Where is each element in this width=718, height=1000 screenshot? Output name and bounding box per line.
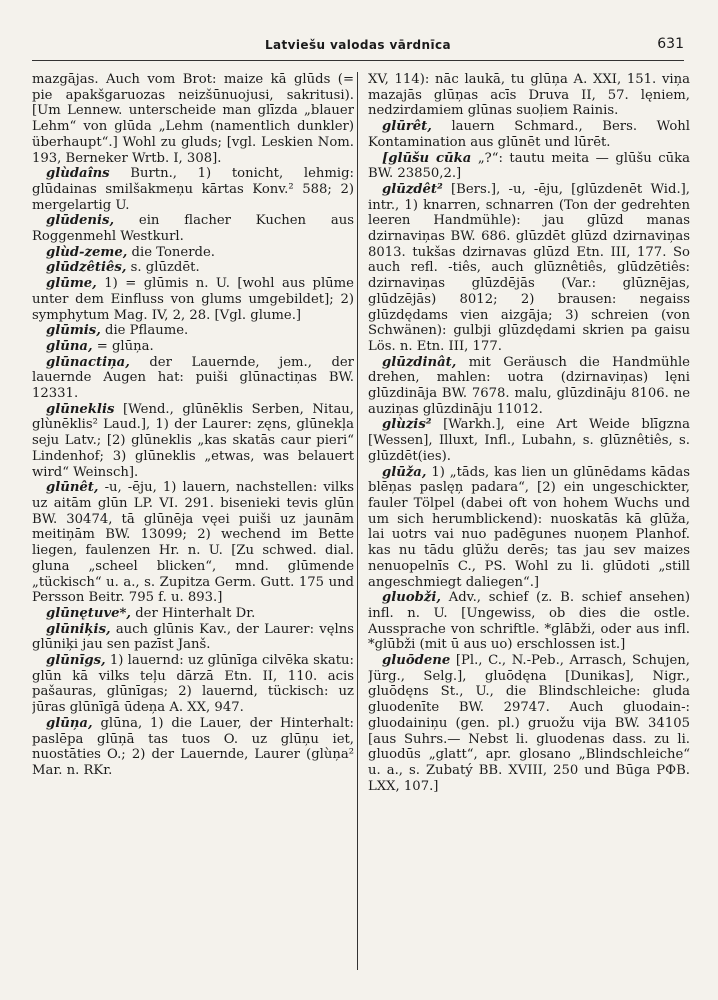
entry-headword: glūdzêtiês, bbox=[46, 260, 127, 276]
entry-headword: glùd-zeme, bbox=[46, 244, 128, 260]
column-divider bbox=[357, 72, 358, 970]
dictionary-entry bbox=[368, 182, 690, 355]
entry-text: auch glūnis Kav., der Laurer: vęlns glūniķi jau sen pazīst Janš. bbox=[32, 621, 354, 653]
dictionary-entry bbox=[368, 355, 690, 418]
entry-text: der Lauernde, jem., der lauernde Augen hat: puiši glūnactiņas BW. 12331. bbox=[32, 354, 354, 402]
dictionary-entry bbox=[368, 590, 690, 653]
dictionary-entry bbox=[32, 323, 354, 339]
entry-headword: glùdaîns bbox=[46, 166, 110, 182]
dictionary-entry bbox=[32, 276, 354, 323]
dictionary-entry bbox=[368, 119, 690, 150]
entry-text: [Bers.], -u, -ēju, [glūzdenēt Wid.], intr., 1) knarren, schnarren (Ton der gedrehten leeren Handmühle): jau glūzd manas dzirnaviņas BW. 686. glūzdēt glūzd dzirnaviņas 8013. tukšas dzirnavas glūzd Etn. III, 177. So auch refl. -tiês, auch glūznêtiês, glūdzētiês: dzirnaviņas glūzdējās (Var.: glūznējas, glūdzējās) 8012; 2) brausen: negaiss glūzdędams vien aizgāja; 3) schreien (von Schwänen): gulbji glūzdędami skrien pa gaisu Lös. n. Etn. III, 177. bbox=[368, 181, 690, 354]
entry-headword: glūņa, bbox=[46, 715, 93, 731]
entry-text: ein flacher Kuchen aus Roggenmehl Westkurl. bbox=[32, 213, 354, 245]
entry-text: lauern Schmard., Bers. Wohl Kontamination aus glūnēt und lūrēt. bbox=[368, 119, 690, 150]
entry-text: 1) lauernd: uz glūnīga cilvēka skatu: glūn kā vilks teļu dārzā Etn. II, 110. acis pašauras, glūnīgas; 2) lauernd, tückisch: uz jūras glūnīgā ūdeņa A. XX, 947. bbox=[32, 653, 354, 716]
page-header bbox=[32, 34, 684, 61]
entry-text: 1) = glūmis n. U. [wohl aus plūme unter dem Einfluss von glums umgebildet]; 2) symphytum Mag. IV, 2, 28. [Vgl. glume.] bbox=[32, 276, 354, 323]
entry-headword: gluobži, bbox=[382, 590, 441, 606]
entry-headword: [glūšu cūka bbox=[382, 150, 472, 166]
dictionary-entry bbox=[368, 72, 690, 119]
dictionary-entry bbox=[32, 260, 354, 276]
entry-text: 1) „tāds, kas lien un glūnēdams kādas blēņas paslęņ padara“, [2) ein ungeschickter, fauler Tölpel (dabei oft von hohem Wuchs und um sich herumblickend): nuoskatās kā glūža, lai uotrs vai nuo padēgunes nuoņem Planhof. kas nu tādu glūžu derēs; tas jau sev maizes nenuopelnīs C., PS. Wohl zu li. glūdoti „still angeschmiegt daliegen“.] bbox=[368, 464, 690, 590]
entry-headword: glūmis, bbox=[46, 323, 101, 339]
entry-text: glūna, 1) die Lauer, der Hinterhalt: paslēpa glūņā tas tuos O. uz glūņu iet, nuostāties O.; 2) der Lauernde, Laurer (glùņa² Mar. n. RKr. bbox=[32, 715, 354, 778]
entry-text: „?“: tautu meita — glūšu cūka BW. 23850,2.] bbox=[368, 150, 690, 182]
entry-text: [Wend., glūnēklis Serben, Nitau, glùnēklis² Laud.], 1) der Laurer: zęns, glūnekļa seju Latv.; [2) glūneklis „kas skatās caur pieri“ Lindenhof; 3) glūneklis „etwas, was belauert wird“ Weinsch]. bbox=[32, 401, 354, 480]
entry-headword: glūnīgs, bbox=[46, 653, 106, 669]
entry-headword: glūme, bbox=[46, 276, 97, 292]
running-head: Latviešu valodas vārdnīca bbox=[265, 38, 451, 52]
entry-headword: glūna, bbox=[46, 338, 93, 354]
right-column bbox=[368, 72, 690, 982]
dictionary-entry bbox=[368, 151, 690, 182]
dictionary-entry bbox=[32, 653, 354, 716]
entry-text: [Warkh.], eine Art Weide blīgzna [Wessen], Illuxt, Infl., Lubahn, s. glūznêtiês, s. glūzdēt(ies). bbox=[368, 417, 690, 464]
dictionary-entry bbox=[368, 653, 690, 794]
entry-headword: glùzis² bbox=[382, 417, 432, 433]
dictionary-entry bbox=[32, 213, 354, 244]
dictionary-entry bbox=[32, 480, 354, 606]
entry-headword: glūrêt, bbox=[382, 119, 432, 135]
entry-headword: gluōdene bbox=[382, 653, 451, 669]
entry-text: = glūņa. bbox=[96, 338, 154, 354]
dictionary-entry bbox=[32, 245, 354, 261]
entry-headword: glūnactiņa, bbox=[46, 354, 130, 370]
dictionary-entry bbox=[32, 402, 354, 481]
dictionary-entry bbox=[32, 166, 354, 213]
entry-text: mit Geräusch die Handmühle drehen, mahlen: uotra (dzirnaviņas) lęni glūzdināja BW. 7678. malu, glūzdināju 8106. ne auziņas glūzdināju 11012. bbox=[368, 354, 690, 417]
entry-text: die Tonerde. bbox=[131, 244, 215, 260]
dictionary-entry bbox=[368, 465, 690, 591]
entry-text: XV, 114): nāc laukā, tu glūņa A. XXI, 151. viņa mazajās glūņas acīs Druva II, 57. lęniem, nedzirdamiem glūnas suoļiem Rainis. bbox=[368, 72, 690, 119]
entry-headword: glūneklis bbox=[46, 401, 115, 417]
entry-headword: glūdenis, bbox=[46, 213, 115, 229]
entry-headword: glūzdêt² bbox=[382, 181, 443, 197]
entry-text: die Pflaume. bbox=[105, 323, 189, 339]
entry-headword: glūzdinât, bbox=[382, 354, 457, 370]
entry-text: der Hinterhalt Dr. bbox=[135, 605, 256, 621]
dictionary-entry bbox=[32, 72, 354, 166]
entry-headword: glūnêt, bbox=[46, 480, 99, 496]
entry-text: Adv., schief (z. B. schief ansehen) infl. n. U. [Ungewiss, ob dies die ostle. Aussprache von schriftle. *glābži, oder aus infl. *glūbži (mit ū aus uo) erschlossen ist.] bbox=[368, 590, 690, 653]
left-column bbox=[32, 72, 354, 982]
dictionary-entry bbox=[368, 417, 690, 464]
entry-text: [Pl., C., N.-Peb., Arrasch, Schujen, Jürg., Selg.], gluōdęna [Dunikas], Nigr., gluōdęns St., U., die Blindschleiche: gluda gluodenīte BW. 29747. Auch gluodain-: gluodainiņu (gen. pl.) gruožu vija BW. 34105 [aus Suhrs.— Nebst li. gluodenas dass. zu li. gluodūs „glatt“, apr. glosano „Blindschleiche“ u. a., s. Zubatý BB. XVIII, 250 und Būga PФB. LXX, 107.] bbox=[368, 653, 690, 794]
dictionary-entry bbox=[32, 622, 354, 653]
entry-text: -u, -ēju, 1) lauern, nachstellen: vilks uz aitām glūn LP. VI. 291. bisenieki tevis glūn BW. 30474, tā glūnēja vęei puiši uz jaunām meitiņām BW. 13099; 2) wechend im Bette liegen, faulenzen Hr. n. U. [Zu schwed. dial. gluna „scheel blicken“, mnd. glūmende „tückisch“ u. a., s. Zupitza Germ. Gutt. 175 und Persson Beitr. 795 f. u. 893.] bbox=[32, 480, 354, 606]
dictionary-entry bbox=[32, 716, 354, 779]
dictionary-entry bbox=[32, 606, 354, 622]
entry-headword: glūnętuve*, bbox=[46, 605, 132, 621]
entry-headword: glūniķis, bbox=[46, 621, 111, 637]
entry-text: mazgājas. Auch vom Brot: maize kā glūds (= pie apakšgaruozas neizšūnuojusi, sakritusi). [Um Lennew. unterscheide man glīzda „blauer Lehm“ von glūda „Lehm (namentlich dunkler) überhaupt“.] Wohl zu gluds; [vgl. Leskien Nom. 193, Berneker Wrtb. I, 308]. bbox=[32, 72, 354, 166]
entry-text: s. glūzdēt. bbox=[130, 260, 200, 276]
entry-text: Burtn., 1) tonicht, lehmig: glūdainas smilšakmeņu kārtas Konv.² 588; 2) mergelartig U. bbox=[32, 166, 354, 213]
entry-headword: glūža, bbox=[382, 464, 427, 480]
page-number: 631 bbox=[657, 36, 684, 52]
dictionary-entry bbox=[32, 339, 354, 355]
dictionary-entry bbox=[32, 355, 354, 402]
